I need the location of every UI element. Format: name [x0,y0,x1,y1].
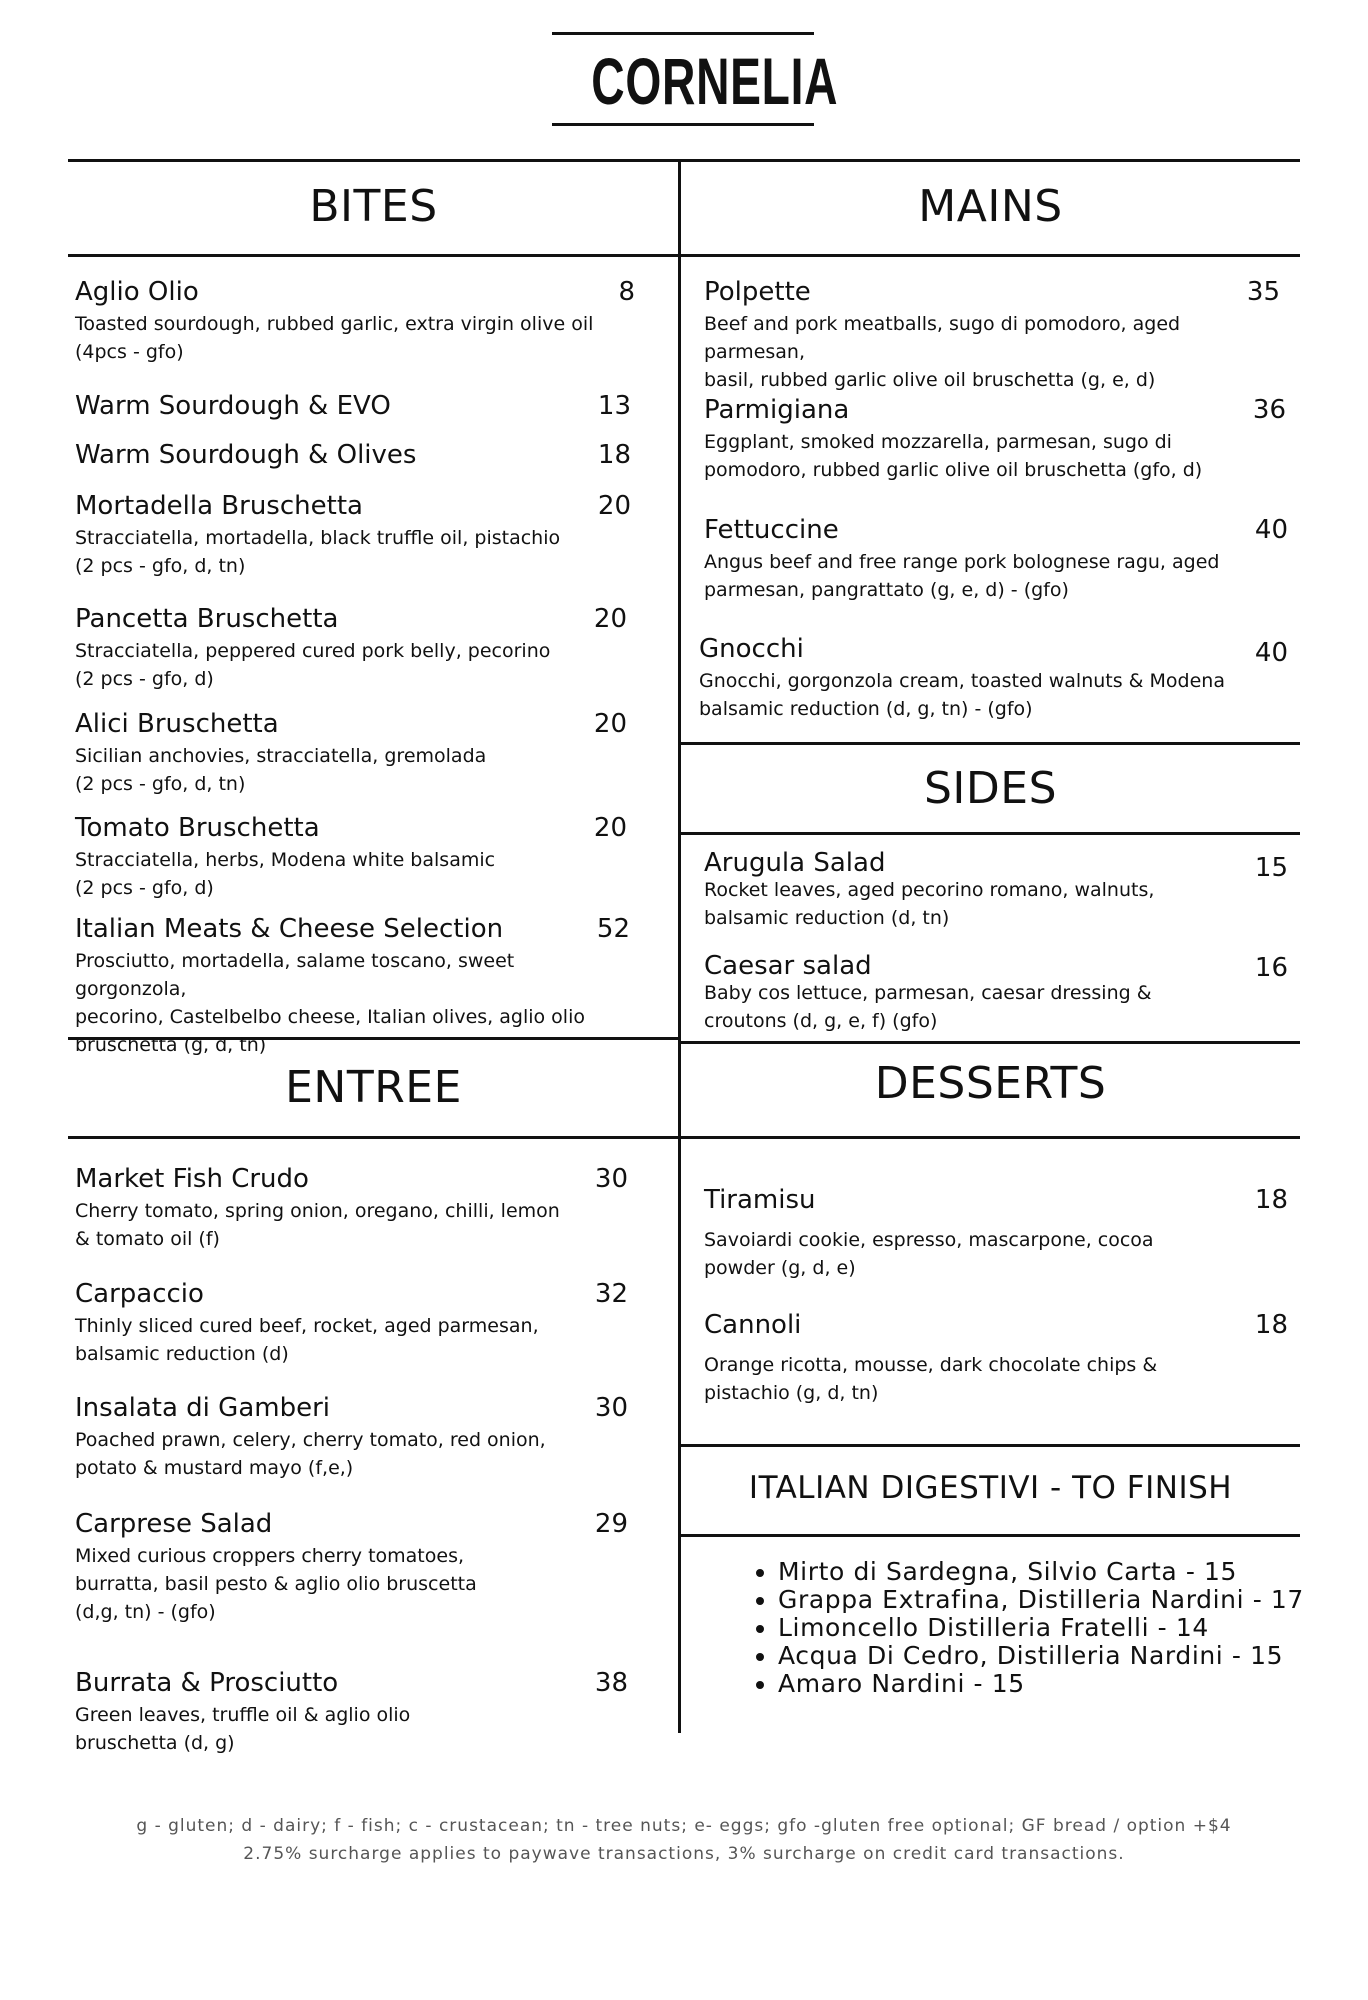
item-price: 30 [594,1164,628,1194]
list-item: • Amaro Nardini - 15 [778,1670,1304,1698]
digestivi-top-divider [681,1444,1300,1447]
item-name: Tiramisu [704,1185,816,1215]
surcharge-note: 2.75% surcharge applies to paywave transactions, 3% surcharge on credit card transactions. [243,1844,1125,1864]
item-price: 20 [593,709,627,739]
item-name: Parmigiana [704,395,850,425]
item-description: Mixed curious croppers cherry tomatoes, burratta, basil pesto & aglio olio bruscetta (d,g, tn) - (gfo) [75,1545,477,1623]
item-description: Beef and pork meatballs, sugo di pomodoro, aged parmesan, basil, rubbed garlic olive oil bruschetta (g, e, d) [704,313,1181,391]
list-item: • Limoncello Distilleria Fratelli - 14 [778,1614,1304,1642]
item-description: Baby cos lettuce, parmesan, caesar dressing & croutons (d, g, e, f) (gfo) [704,982,1152,1032]
item-price: 29 [594,1509,628,1539]
item-price: 16 [1254,953,1288,983]
list-item: • Grappa Extrafina, Distilleria Nardini - 17 [778,1586,1304,1614]
item-description: Eggplant, smoked mozzarella, parmesan, sugo di pomodoro, rubbed garlic olive oil bruschetta (gfo, d) [704,431,1203,481]
item-name: Caesar salad [704,951,872,981]
item-name: Polpette [704,277,811,307]
item-description: Orange ricotta, mousse, dark chocolate chips & pistachio (g, d, tn) [704,1354,1158,1404]
sides-title: SIDES [923,763,1058,814]
item-price: 18 [1254,1310,1288,1340]
item-name: Market Fish Crudo [75,1164,309,1194]
desserts-header-divider [681,1136,1300,1139]
item-name: Aglio Olio [75,277,199,307]
item-name: Tomato Bruschetta [75,813,320,843]
list-item: • Acqua Di Cedro, Distilleria Nardini - 15 [778,1642,1304,1670]
entree-title: ENTREE [285,1062,462,1113]
item-description: Sicilian anchovies, stracciatella, gremolada (2 pcs - gfo, d, tn) [75,745,487,795]
item-price: 8 [618,277,635,307]
item-name: Arugula Salad [704,848,886,878]
item-price: 15 [1254,853,1288,883]
item-price: 40 [1254,638,1288,668]
item-description: Stracciatella, mortadella, black truffle oil, pistachio (2 pcs - gfo, d, tn) [75,527,561,577]
item-name: Italian Meats & Cheese Selection [75,914,504,944]
logo-bottom-rule [552,123,814,126]
item-name: Carprese Salad [75,1509,273,1539]
item-description: Angus beef and free range pork bolognese ragu, aged parmesan, pangrattato (g, e, d) - (gfo) [704,551,1220,601]
item-price: 30 [594,1393,628,1423]
item-name: Gnocchi [699,634,804,664]
desserts-top-divider [681,1041,1300,1044]
item-description: Stracciatella, herbs, Modena white balsamic (2 pcs - gfo, d) [75,849,496,899]
item-name: Carpaccio [75,1279,204,1309]
item-price: 20 [593,813,627,843]
desserts-title: DESSERTS [874,1058,1107,1109]
logo-top-rule [552,32,814,35]
footer-notes [100,1812,1268,1868]
item-price: 18 [1254,1185,1288,1215]
item-price: 18 [597,440,631,470]
item-description: Poached prawn, celery, cherry tomato, red onion, potato & mustard mayo (f,e,) [75,1429,546,1479]
item-name: Fettuccine [704,515,839,545]
item-description: Gnocchi, gorgonzola cream, toasted walnuts & Modena balsamic reduction (d, g, tn) - (gfo) [699,670,1225,720]
item-name: Pancetta Bruschetta [75,604,339,634]
bites-header-divider [68,254,679,257]
item-name: Burrata & Prosciutto [75,1668,339,1698]
item-price: 40 [1254,515,1288,545]
item-name: Warm Sourdough & EVO [75,391,391,421]
item-name: Insalata di Gamberi [75,1393,330,1423]
item-price: 13 [597,391,631,421]
item-description: Cherry tomato, spring onion, oregano, chilli, lemon & tomato oil (f) [75,1200,560,1250]
item-price: 20 [597,491,631,521]
digestivi-title: ITALIAN DIGESTIVI - TO FINISH [748,1470,1233,1506]
digestivi-header-divider [681,1534,1300,1537]
item-price: 35 [1246,277,1280,307]
list-item: • Mirto di Sardegna, Silvio Carta - 15 [778,1558,1304,1586]
item-name: Mortadella Bruschetta [75,491,363,521]
item-description: Savoiardi cookie, espresso, mascarpone, cocoa powder (g, d, e) [704,1229,1154,1279]
item-description: Thinly sliced cured beef, rocket, aged parmesan, balsamic reduction (d) [75,1315,539,1365]
sides-header-divider [681,832,1300,835]
brand-logo [552,32,839,128]
item-price: 36 [1252,395,1286,425]
mains-header-divider [681,254,1300,257]
sides-top-divider [681,742,1300,745]
item-price: 32 [594,1279,628,1309]
bites-title: BITES [309,181,438,232]
item-price: 38 [594,1668,628,1698]
allergen-key: g - gluten; d - dairy; f - fish; c - crustacean; tn - tree nuts; e- eggs; gfo -gluten free optional; GF bread / option +$4 [136,1816,1232,1836]
digestivi-list [740,1558,1304,1698]
item-price: 20 [593,604,627,634]
item-name: Warm Sourdough & Olives [75,440,417,470]
item-description: Stracciatella, peppered cured pork belly, pecorino (2 pcs - gfo, d) [75,640,551,690]
item-description: Rocket leaves, aged pecorino romano, walnuts, balsamic reduction (d, tn) [704,879,1155,929]
item-name: Alici Bruschetta [75,709,279,739]
top-divider [68,159,1300,162]
item-name: Cannoli [704,1310,802,1340]
brand-name: CORNELIA [591,44,839,118]
item-description: Green leaves, truffle oil & aglio olio bruschetta (d, g) [75,1704,411,1754]
item-description: Toasted sourdough, rubbed garlic, extra virgin olive oil (4pcs - gfo) [75,313,594,363]
item-description: Prosciutto, mortadella, salame toscano, sweet gorgonzola, pecorino, Castelbelbo cheese, Italian olives, aglio olio bruschetta (g, d, tn) [75,950,585,1056]
mains-title: MAINS [918,181,1063,232]
entree-header-divider [68,1136,679,1139]
item-price: 52 [596,914,630,944]
